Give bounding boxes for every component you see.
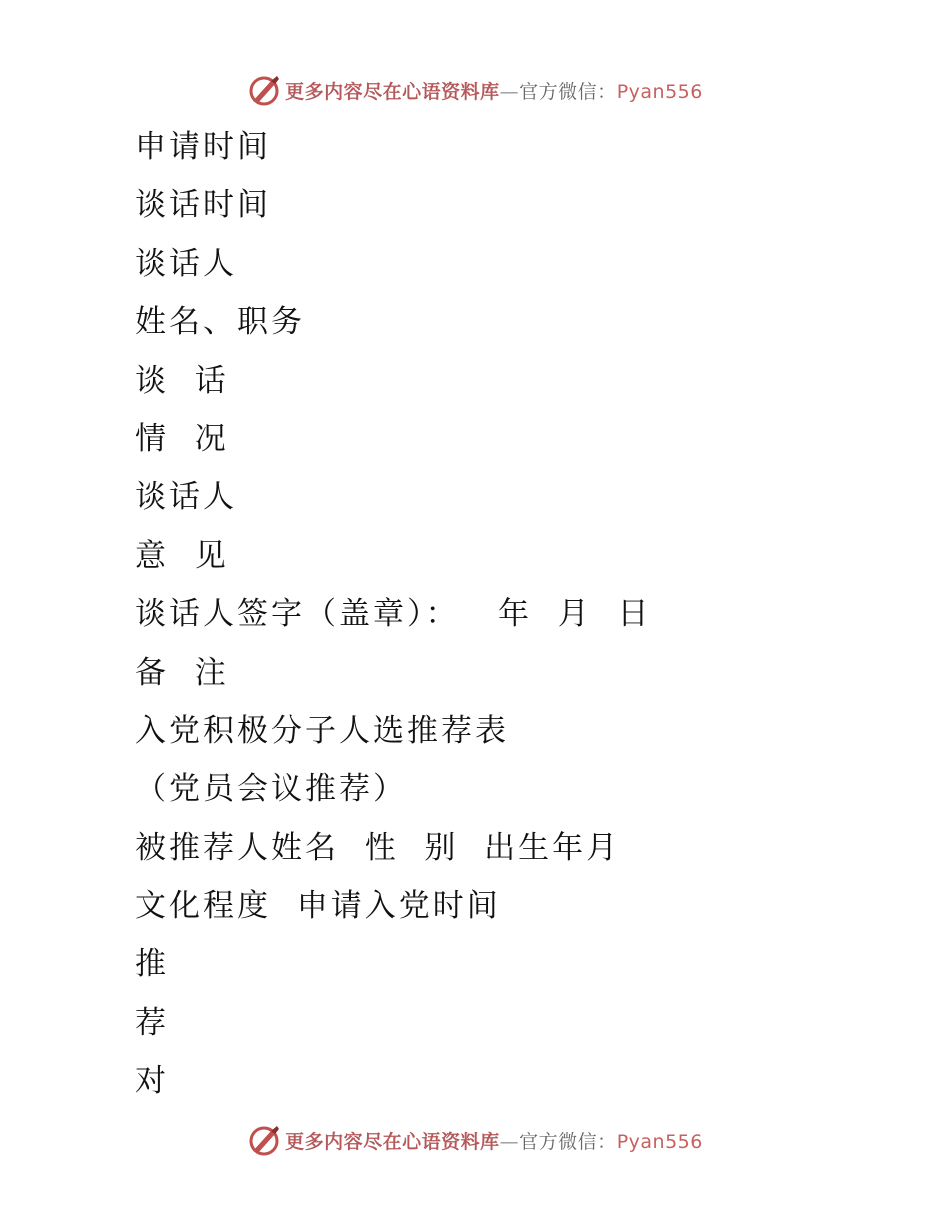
form-line-talk: 谈 话 xyxy=(135,362,229,399)
watermark-text xyxy=(285,1127,703,1154)
watermark-wechat-id: Pyan556 xyxy=(616,1130,703,1153)
form-line-vertical-2: 荐 xyxy=(135,1004,169,1041)
form-line-signature-date: 谈话人签字（盖章）： 年 月 日 xyxy=(135,596,652,633)
form-line-talk-time: 谈话时间 xyxy=(135,187,271,224)
document-body xyxy=(135,122,895,1115)
form-line-talker: 谈话人 xyxy=(135,245,237,282)
watermark-wechat-label: 官方微信： xyxy=(519,80,617,103)
header-watermark xyxy=(0,70,950,110)
form-line-remarks: 备 注 xyxy=(135,654,229,691)
footer-watermark xyxy=(0,1120,950,1160)
watermark-dash: — xyxy=(499,80,520,103)
form-subtitle: （党员会议推荐） xyxy=(135,771,407,808)
form-line-vertical-1: 推 xyxy=(135,946,169,983)
watermark-brand: 更多内容尽在心语资料库 xyxy=(285,80,500,103)
form-line-name-position: 姓名、职务 xyxy=(135,304,305,341)
pen-logo-icon xyxy=(247,73,281,107)
form-line-education: 文化程度 申请入党时间 xyxy=(135,888,501,925)
watermark-brand: 更多内容尽在心语资料库 xyxy=(285,1130,500,1153)
form-title: 入党积极分子人选推荐表 xyxy=(135,712,509,749)
watermark-wechat-id: Pyan556 xyxy=(616,80,703,103)
form-line-opinion: 意 见 xyxy=(135,537,229,574)
pen-logo-icon xyxy=(247,1123,281,1157)
form-line-vertical-3: 对 xyxy=(135,1063,169,1100)
form-line-situation: 情 况 xyxy=(135,420,229,457)
watermark-dash: — xyxy=(499,1130,520,1153)
form-line-application-time: 申请时间 xyxy=(135,129,271,165)
form-line-talker-2: 谈话人 xyxy=(135,479,237,516)
watermark-text xyxy=(285,77,703,104)
watermark-wechat-label: 官方微信： xyxy=(519,1130,617,1153)
form-line-nominee-info: 被推荐人姓名 性 别 出生年月 xyxy=(135,829,621,866)
